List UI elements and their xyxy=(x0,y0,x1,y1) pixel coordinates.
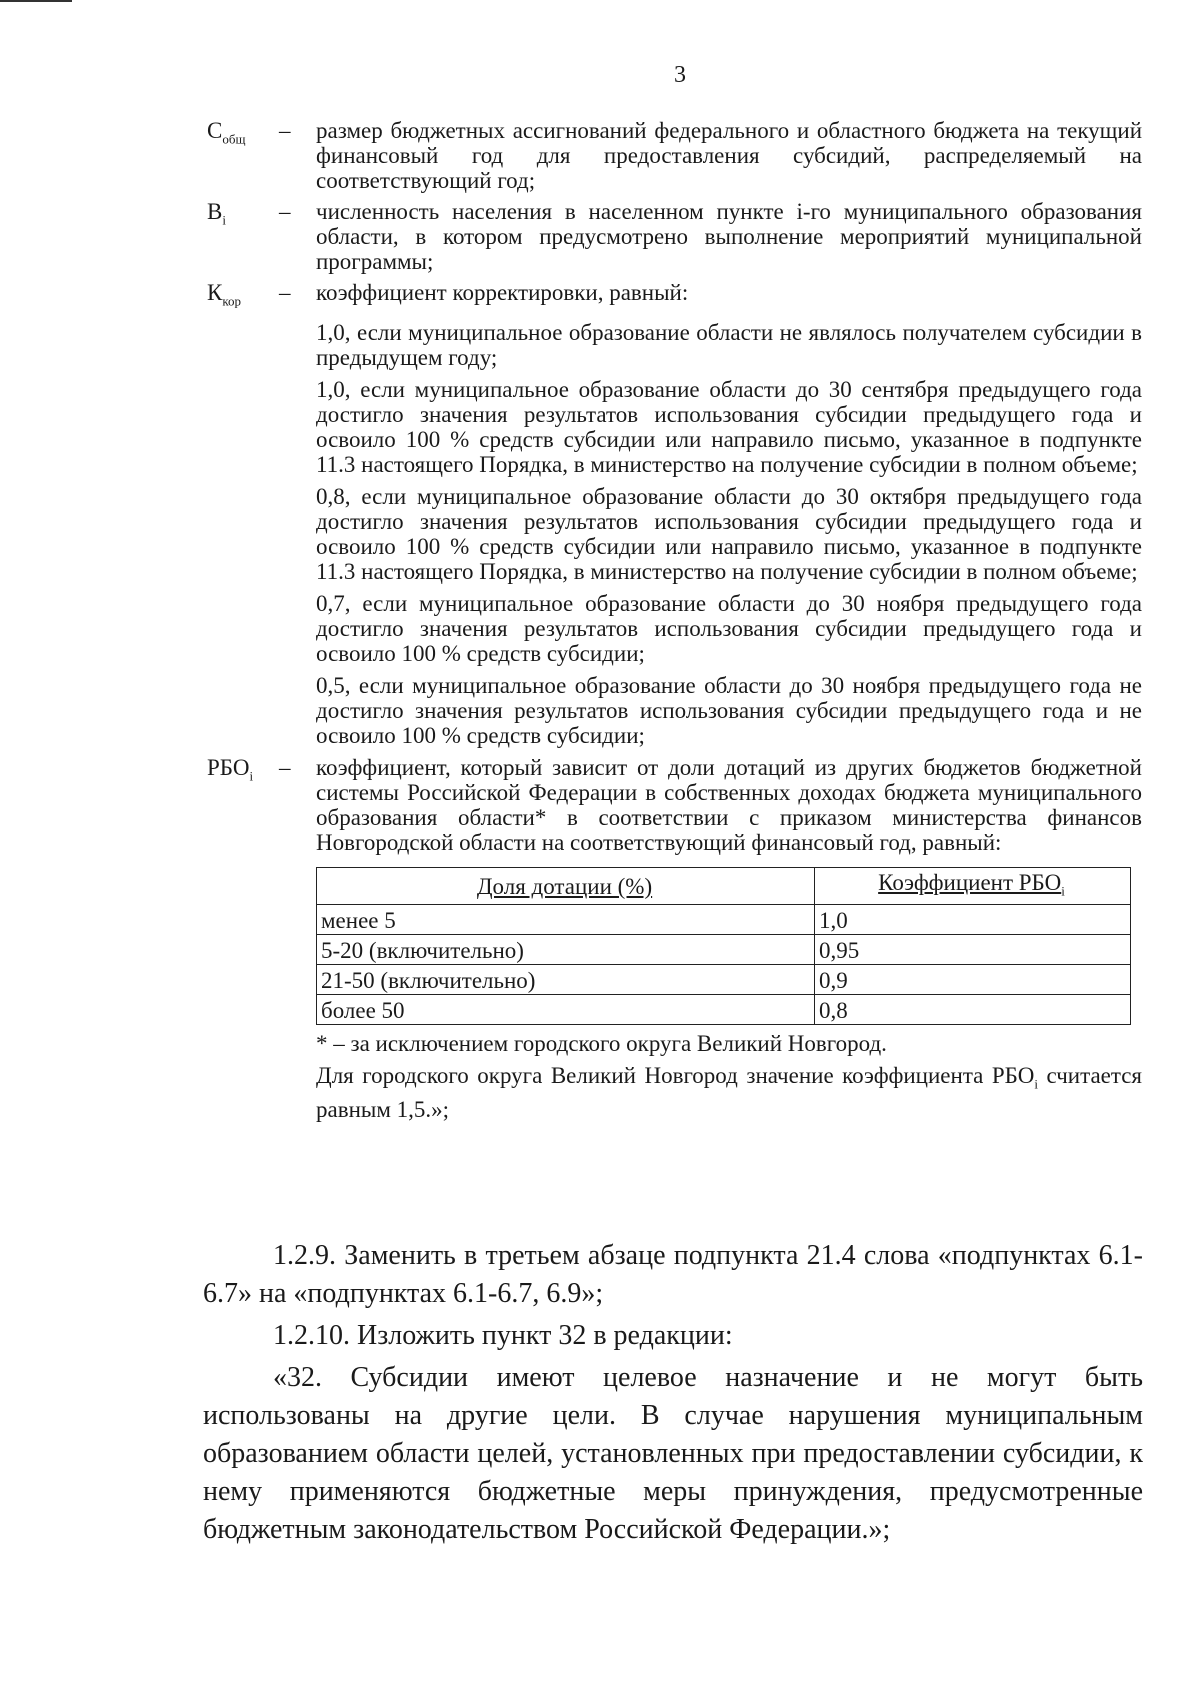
definitions-block xyxy=(207,118,1142,1129)
table-cell: 0,9 xyxy=(815,965,1131,995)
kkor-item: 0,7, если муниципальное образование области до 30 ноября предыдущего года достигло значения результатов использования субсидии предыдущего года и освоило 100 % средств субсидии; xyxy=(316,590,1142,666)
definition-rbo xyxy=(207,755,1142,855)
scan-corner-mark xyxy=(0,0,72,2)
kkor-item: 1,0, если муниципальное образование области до 30 сентября предыдущего года достигло значения результатов использования субсидии предыдущего года и освоило 100 % средств субсидии или направило письмо, указанное в подпункте 11.3 настоящего Порядка, в министерство на получение субсидии в полном объеме; xyxy=(316,376,1142,477)
paragraph-1-2-9: 1.2.9. Заменить в третьем абзаце подпункта 21.4 слова «подпунктах 6.1-6.7» на «подпунктах 6.1-6.7, 6.9»; xyxy=(203,1240,1143,1309)
definition-c-obsch xyxy=(207,118,1142,193)
footnote: * – за исключением городского округа Великий Новгород. xyxy=(316,1031,887,1057)
table-row xyxy=(317,995,1131,1025)
table-header-row xyxy=(317,867,1131,905)
table-row xyxy=(317,935,1131,965)
table-cell: менее 5 xyxy=(317,905,815,935)
main-text xyxy=(203,1237,1143,1553)
table-cell: 5-20 (включительно) xyxy=(317,935,815,965)
table-cell: 1,0 xyxy=(815,905,1131,935)
dash: – xyxy=(279,199,291,224)
dash: – xyxy=(279,280,291,305)
definition-text: коэффициент корректировки, равный: xyxy=(316,280,689,305)
paragraph-32: «32. Субсидии имеют целевое назначение и не могут быть использованы на другие цели. В случае нарушения муниципальным образованием области целей, установленных при предоставлении субсидии, к нему применяются бюджетные меры принуждения, предусмотренные бюджетным законодательством Российской Федерации.»; xyxy=(203,1362,1143,1545)
table-cell: более 50 xyxy=(317,995,815,1025)
kkor-item: 0,5, если муниципальное образование области до 30 ноября предыдущего года не достигло значения результатов использования субсидии предыдущего года и не освоило 100 % средств субсидии; xyxy=(316,672,1142,748)
page-number: 3 xyxy=(674,62,686,88)
column-header: Коэффициент $РБО_i$ xyxy=(815,867,1131,905)
column-header: Доля дотации (%) xyxy=(317,867,815,905)
symbol: $В_i$ xyxy=(207,199,226,228)
dash: – xyxy=(279,754,291,780)
table-cell: 0,95 xyxy=(815,935,1131,965)
rbo-note: Для городского округа Великий Новгород значение коэффициента $РБО_i$ считается равным 1,5.»; xyxy=(316,1063,1142,1122)
table-cell: 0,8 xyxy=(815,995,1131,1025)
kkor-item: 0,8, если муниципальное образование области до 30 октября предыдущего года достигло значения результатов использования субсидии предыдущего года и освоило 100 % средств субсидии или направило письмо, указанное в подпункте 11.3 настоящего Порядка, в министерство на получение субсидии в полном объеме; xyxy=(316,483,1142,584)
definition-text: размер бюджетных ассигнований федерального и областного бюджета на текущий финансовый год для предоставления субсидий, распределяемый на соответствующий год; xyxy=(316,118,1142,193)
symbol: $К_{кор}$ xyxy=(207,280,241,309)
kkor-item: 1,0, если муниципальное образование области не являлось получателем субсидии в предыдущем году; xyxy=(316,319,1142,370)
symbol: $С_{общ}$ xyxy=(207,118,246,147)
rbo-coefficient-table xyxy=(316,867,1131,1026)
table-row xyxy=(317,905,1131,935)
symbol: $РБО_i$ xyxy=(207,754,254,784)
definition-k-kor xyxy=(207,280,1142,314)
definition-b-i xyxy=(207,199,1142,274)
table-row xyxy=(317,965,1131,995)
definition-text: численность населения в населенном пункте i-го муниципального образования области, в котором предусмотрено выполнение мероприятий муниципальной программы; xyxy=(316,199,1142,274)
definition-text: коэффициент, который зависит от доли дотаций из других бюджетов бюджетной системы Российской Федерации в собственных доходах бюджета муниципального образования области* в соответствии с приказом министерства финансов Новгородской области на соответствующий финансовый год, равный: xyxy=(316,754,1142,855)
paragraph-1-2-10: 1.2.10. Изложить пункт 32 в редакции: xyxy=(273,1320,733,1351)
dash: – xyxy=(279,118,291,143)
table-cell: 21-50 (включительно) xyxy=(317,965,815,995)
